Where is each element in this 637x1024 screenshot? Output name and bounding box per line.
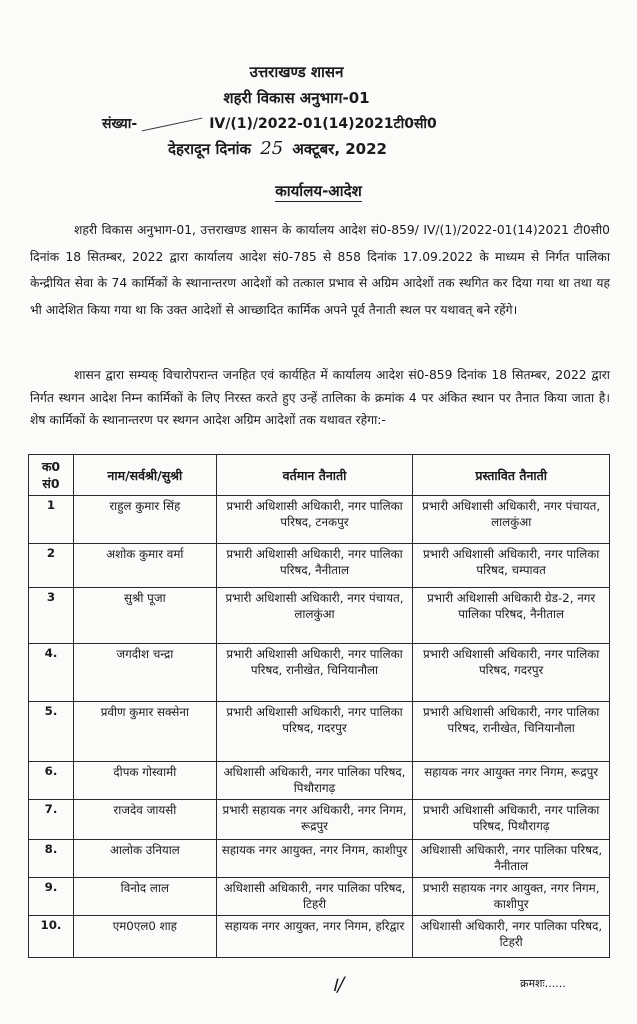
- order-date: [168, 138, 387, 159]
- cell-proposed: सहायक नगर आयुक्त नगर निगम, रूद्रपुर: [413, 762, 610, 800]
- table-row: [29, 840, 610, 878]
- table-row: [29, 762, 610, 800]
- cell-current: प्रभारी सहायक नगर अधिकारी, नगर निगम, रूद्रपुर: [216, 800, 413, 840]
- cell-proposed: प्रभारी अधिशासी अधिकारी, नगर पालिका परिषद, गदरपुर: [413, 644, 610, 702]
- order-title: कार्यालय-आदेश: [275, 182, 362, 200]
- handwritten-slash: [142, 117, 203, 131]
- sankhya-label: संख्या-: [102, 116, 138, 132]
- cell-current: प्रभारी अधिशासी अधिकारी, नगर पंचायत, लालकुंआ: [216, 588, 413, 644]
- cell-sn: 6.: [29, 762, 74, 800]
- signature-mark: ।/: [330, 972, 345, 996]
- cell-sn: 7.: [29, 800, 74, 840]
- table-row: [29, 496, 610, 544]
- cell-name: एम0एल0 शाह: [73, 916, 216, 958]
- govt-heading: उत्तराखण्ड शासन: [249, 63, 344, 81]
- cell-sn: 4.: [29, 644, 74, 702]
- paragraph-2: शासन द्वारा सम्यक् विचारोपरान्त जनहित एवं कार्यहित में कार्यालय आदेश सं0-859 दिनांक 18 सितम्बर, 2022 द्वारा निर्गत स्थगन आदेश निम्न कार्मिकों के लिए निरस्त करते हुए उन्हें तालिका के क्रमांक 4 पर अंकित स्थान पर तैनात किया जाता है। शेष कार्मिकों के स्थानान्तरण पर स्थगन आदेश अग्रिम आदेशों तक यथावत रहेगा:-: [30, 368, 610, 427]
- cell-current: प्रभारी अधिशासी अधिकारी, नगर पालिका परिषद, नैनीताल: [216, 544, 413, 588]
- date-suffix: अक्टूबर, 2022: [292, 140, 387, 158]
- continued-note: क्रमशः......: [520, 977, 566, 990]
- cell-name: राजदेव जायसी: [73, 800, 216, 840]
- cell-name: विनोद लाल: [73, 878, 216, 916]
- section-heading: शहरी विकास अनुभाग-01: [223, 89, 370, 107]
- cell-current: प्रभारी अधिशासी अधिकारी, नगर पालिका परिषद, टनकपुर: [216, 496, 413, 544]
- table-row: [29, 800, 610, 840]
- date-prefix: देहरादून दिनांक: [168, 140, 252, 158]
- table-row: [29, 644, 610, 702]
- order-number: [102, 114, 437, 133]
- cell-proposed: अधिशासी अधिकारी, नगर पालिका परिषद, टिहरी: [413, 916, 610, 958]
- cell-proposed: अधिशासी अधिकारी, नगर पालिका परिषद, नैनीताल: [413, 840, 610, 878]
- table-row: [29, 544, 610, 588]
- cell-proposed: प्रभारी अधिशासी अधिकारी, नगर पंचायत, लालकुंआ: [413, 496, 610, 544]
- cell-sn: 9.: [29, 878, 74, 916]
- cell-sn: 2: [29, 544, 74, 588]
- paragraph-1: शहरी विकास अनुभाग-01, उत्तराखण्ड शासन के कार्यालय आदेश सं0-859/ IV/(1)/2022-01(14)2021 टी0सी0 दिनांक 18 सितम्बर, 2022 द्वारा कार्यालय आदेश सं0-785 से 858 दिनांक 17.09.2022 के माध्यम से निर्गत पालिका केन्द्रीयित सेवा के 74 कार्मिकों के स्थानान्तरण आदेशों को तत्काल प्रभाव से अग्रिम आदेशों तक स्थगित कर दिया गया था तथा यह भी आदेशित किया गया था कि उक्त आदेशों से आच्छादित कार्मिक अपने पूर्व तैनाती स्थल पर यथावत् बने रहेंगे।: [30, 223, 610, 317]
- header-sn: क0 सं0: [29, 455, 74, 496]
- transfer-table: [28, 454, 610, 958]
- cell-current: प्रभारी अधिशासी अधिकारी, नगर पालिका परिषद, रानीखेत, चिनियानौला: [216, 644, 413, 702]
- header-current: वर्तमान तैनाती: [216, 455, 413, 496]
- date-day-handwritten: 25: [260, 138, 284, 159]
- cell-current: सहायक नगर आयुक्त, नगर निगम, काशीपुर: [216, 840, 413, 878]
- header-proposed: प्रस्तावित तैनाती: [413, 455, 610, 496]
- cell-sn: 5.: [29, 702, 74, 762]
- cell-proposed: प्रभारी सहायक नगर आयुक्त, नगर निगम, काशीपुर: [413, 878, 610, 916]
- table-header-row: [29, 455, 610, 496]
- table-row: [29, 916, 610, 958]
- table-row: [29, 878, 610, 916]
- cell-sn: 8.: [29, 840, 74, 878]
- cell-name: जगदीश चन्द्रा: [73, 644, 216, 702]
- cell-proposed: प्रभारी अधिशासी अधिकारी, नगर पालिका परिषद, पिथौरागढ़: [413, 800, 610, 840]
- cell-name: प्रवीण कुमार सक्सेना: [73, 702, 216, 762]
- cell-proposed: प्रभारी अधिशासी अधिकारी, नगर पालिका परिषद, रानीखेत, चिनियानौला: [413, 702, 610, 762]
- cell-current: सहायक नगर आयुक्त, नगर निगम, हरिद्वार: [216, 916, 413, 958]
- cell-sn: 10.: [29, 916, 74, 958]
- cell-proposed: प्रभारी अधिशासी अधिकारी ग्रेड-2, नगर पालिका परिषद, नैनीताल: [413, 588, 610, 644]
- cell-name: सुश्री पूजा: [73, 588, 216, 644]
- cell-name: राहुल कुमार सिंह: [73, 496, 216, 544]
- sankhya-number: IV/(1)/2022-01(14)2021टी0सी0: [209, 116, 437, 132]
- cell-name: आलोक उनियाल: [73, 840, 216, 878]
- cell-proposed: प्रभारी अधिशासी अधिकारी, नगर पालिका परिषद, चम्पावत: [413, 544, 610, 588]
- cell-sn: 3: [29, 588, 74, 644]
- table-row: [29, 702, 610, 762]
- cell-current: अधिशासी अधिकारी, नगर पालिका परिषद, टिहरी: [216, 878, 413, 916]
- table-row: [29, 588, 610, 644]
- cell-current: अधिशासी अधिकारी, नगर पालिका परिषद, पिथौरागढ़: [216, 762, 413, 800]
- cell-name: अशोक कुमार वर्मा: [73, 544, 216, 588]
- header-name: नाम/सर्वश्री/सुश्री: [73, 455, 216, 496]
- cell-sn: 1: [29, 496, 74, 544]
- cell-name: दीपक गोस्वामी: [73, 762, 216, 800]
- cell-current: प्रभारी अधिशासी अधिकारी, नगर पालिका परिषद, गदरपुर: [216, 702, 413, 762]
